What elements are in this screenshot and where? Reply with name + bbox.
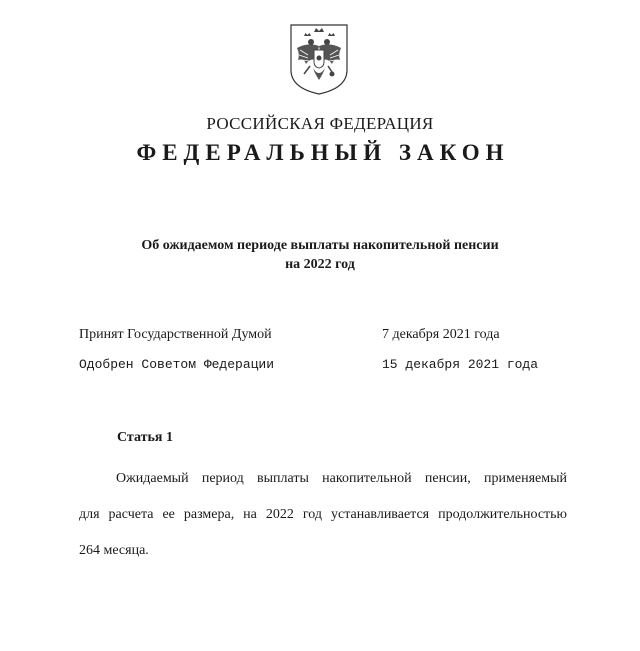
article-body-line-3: 264 месяца. <box>79 543 149 558</box>
article-heading: Статья 1 <box>117 430 173 445</box>
council-approval-date: 15 декабря 2021 года <box>382 357 539 372</box>
duma-adoption-label: Принят Государственной Думой <box>79 327 272 342</box>
country-name: РОССИЙСКАЯ ФЕДЕРАЦИЯ <box>206 114 434 133</box>
law-title-line-1: Об ожидаемом периоде выплаты накопительной пенсии <box>141 238 499 253</box>
article-body <box>79 461 567 569</box>
duma-adoption-date: 7 декабря 2021 года <box>382 327 500 342</box>
article-body-line-1: Ожидаемый период выплаты накопительной пенсии, применяемый <box>116 471 567 486</box>
law-title <box>0 236 640 274</box>
article-body-line-2: для расчета ее размера, на 2022 год устанавливается продолжительностью <box>79 507 567 522</box>
russian-coat-of-arms-icon <box>288 22 350 96</box>
law-title-line-2: на 2022 год <box>285 257 355 272</box>
law-type-heading: ФЕДЕРАЛЬНЫЙ ЗАКОН <box>136 140 510 165</box>
council-approval-label: Одобрен Советом Федерации <box>79 357 275 372</box>
